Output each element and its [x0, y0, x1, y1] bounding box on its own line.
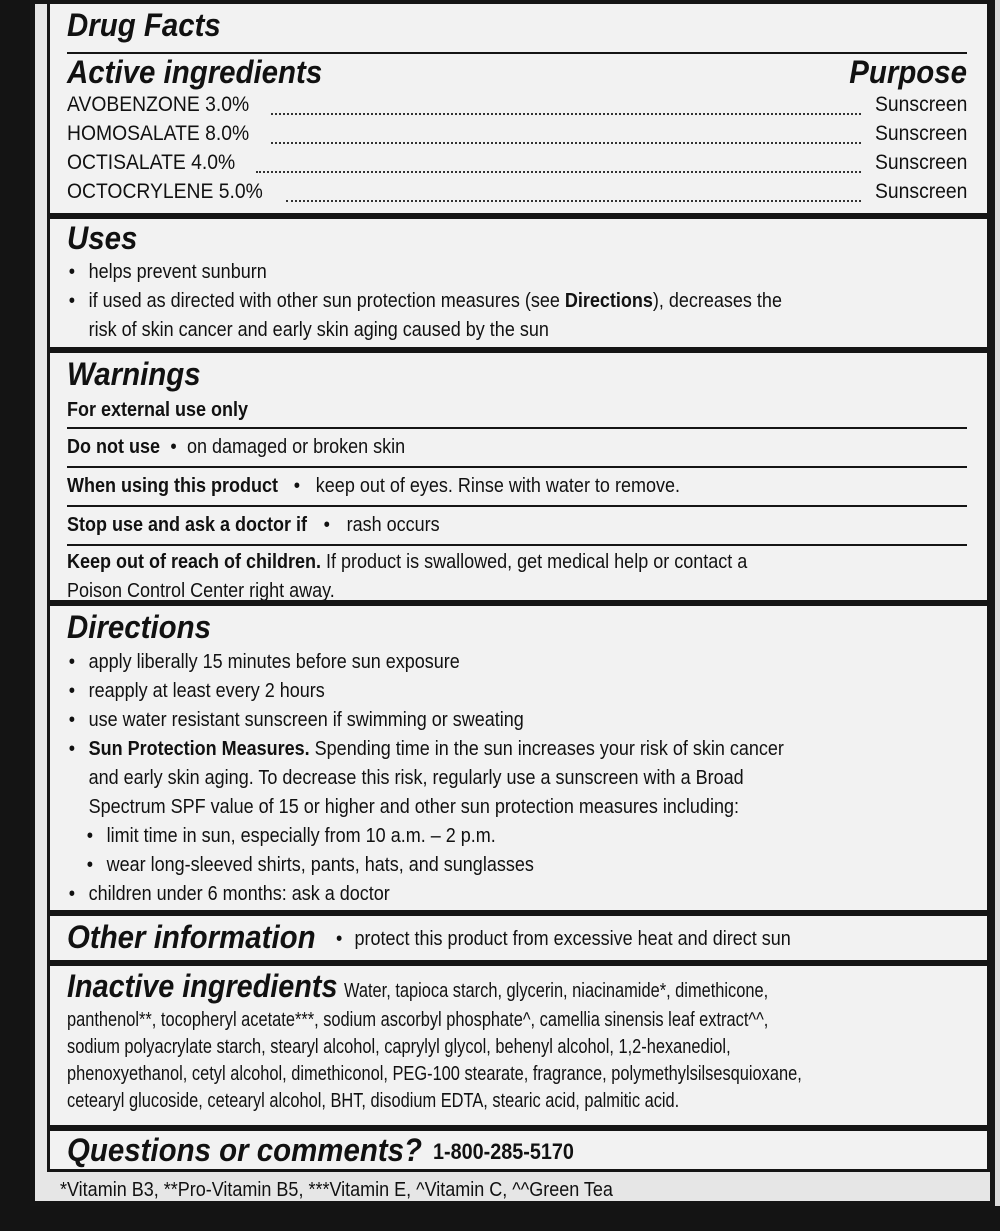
purpose-header: Purpose — [849, 54, 967, 90]
ingredient-purpose: Sunscreen — [874, 93, 967, 116]
ingredient-name: OCTOCRYLENE 5.0% — [67, 180, 263, 203]
inactive-ingredients-text: phenoxyethanol, cetyl alcohol, dimethiconol, PEG-100 stearate, fragrance, polymethylsilsesquioxane, — [67, 1063, 802, 1085]
ingredient-list — [67, 90, 967, 206]
bullet-icon: • — [86, 854, 94, 876]
directions-title: Directions — [67, 609, 211, 645]
ingredient-row — [67, 119, 967, 148]
directions-item-continued: Spectrum SPF value of 15 or higher and other sun protection measures including: — [88, 796, 739, 818]
ingredient-row — [67, 90, 967, 119]
ingredient-row — [67, 177, 967, 206]
leader-dots — [256, 159, 861, 173]
leader-dots — [271, 101, 861, 115]
uses-title: Uses — [67, 220, 138, 256]
ingredient-name: AVOBENZONE 3.0% — [67, 93, 250, 116]
directions-reference: Directions — [564, 290, 653, 312]
uses-item: • if used as directed with other sun protection measures (see Directions), decreases the — [67, 287, 877, 316]
bullet-icon: • — [68, 261, 76, 283]
uses-item-continued: risk of skin cancer and early skin aging caused by the sun — [88, 319, 549, 341]
drug-facts-title: Drug Facts — [67, 7, 221, 43]
bullet-icon: • — [293, 475, 301, 497]
uses-section — [47, 216, 990, 350]
bullet-icon: • — [68, 709, 76, 731]
bullet-icon: • — [68, 651, 76, 673]
when-using-row: When using this product • keep out of eyes. Rinse with water to remove. — [67, 466, 967, 505]
directions-item: • children under 6 months: ask a doctor — [67, 880, 877, 909]
vitamin-footnote: *Vitamin B3, **Pro-Vitamin B5, ***Vitamin E, ^Vitamin C, ^^Green Tea — [60, 1179, 613, 1201]
bottom-frame-edge — [0, 1206, 1000, 1231]
warnings-title: Warnings — [67, 356, 201, 392]
bullet-icon: • — [323, 514, 330, 536]
inactive-ingredients-title: Inactive ingredients — [67, 968, 338, 1004]
ingredient-name: HOMOSALATE 8.0% — [67, 122, 250, 145]
active-ingredients-section — [47, 4, 990, 216]
phone-number: 1-800-285-5170 — [432, 1139, 574, 1164]
drug-facts-panel — [30, 0, 995, 1206]
questions-section — [47, 1128, 990, 1172]
bullet-icon: • — [86, 825, 94, 847]
bullet-icon: • — [68, 738, 76, 760]
bullet-icon: • — [68, 290, 76, 312]
inactive-ingredients-section — [47, 963, 990, 1128]
external-use-line: For external use only — [67, 399, 249, 421]
other-information-text: protect this product from excessive heat and direct sun — [354, 928, 791, 950]
ingredient-purpose: Sunscreen — [874, 180, 967, 203]
ingredient-purpose: Sunscreen — [874, 122, 967, 145]
directions-section — [47, 603, 990, 913]
directions-item: • Sun Protection Measures. Spending time in the sun increases your risk of skin cancer — [67, 735, 877, 764]
do-not-use-row: Do not use • on damaged or broken skin — [67, 427, 967, 466]
directions-sub-item: • wear long-sleeved shirts, pants, hats, and sunglasses — [67, 851, 877, 880]
ingredient-name: OCTISALATE 4.0% — [67, 151, 236, 174]
other-information-section — [47, 913, 990, 963]
inactive-ingredients-text: sodium polyacrylate starch, stearyl alcohol, caprylyl glycol, behenyl alcohol, 1,2-hexanediol, — [67, 1036, 731, 1058]
bullet-icon: • — [68, 680, 76, 702]
warnings-section — [47, 350, 990, 603]
bullet-icon: • — [335, 928, 342, 950]
uses-item: • helps prevent sunburn — [67, 258, 877, 287]
left-frame-edge — [0, 0, 30, 1231]
directions-item-continued: and early skin aging. To decrease this risk, regularly use a sunscreen with a Broad — [88, 767, 744, 789]
directions-item: • apply liberally 15 minutes before sun exposure — [67, 648, 877, 677]
inactive-ingredients-text: cetearyl glucoside, cetearyl alcohol, BHT, disodium EDTA, stearic acid, palmitic acid. — [67, 1090, 680, 1112]
ingredient-purpose: Sunscreen — [874, 151, 967, 174]
questions-title: Questions or comments? — [67, 1132, 422, 1168]
directions-item: • use water resistant sunscreen if swimming or sweating — [67, 706, 877, 735]
ingredient-row — [67, 148, 967, 177]
bullet-icon: • — [68, 883, 76, 905]
directions-sub-item: • limit time in sun, especially from 10 a.m. – 2 p.m. — [67, 822, 877, 851]
active-header-row — [67, 54, 967, 90]
inactive-ingredients-text: panthenol**, tocopheryl acetate***, sodium ascorbyl phosphate^, camellia sinensis leaf extract^^, — [67, 1009, 769, 1031]
leader-dots — [271, 130, 861, 144]
other-information-title: Other information — [67, 919, 316, 955]
active-ingredients-header: Active ingredients — [67, 54, 323, 90]
directions-item: • reapply at least every 2 hours — [67, 677, 877, 706]
bullet-icon: • — [170, 436, 177, 458]
leader-dots — [286, 188, 861, 202]
stop-use-row: Stop use and ask a doctor if • rash occurs — [67, 505, 967, 544]
keep-out-row: Keep out of reach of children. If product is swallowed, get medical help or contact a Poison Control Center right away. — [67, 544, 967, 603]
inactive-ingredients-text: Water, tapioca starch, glycerin, niacinamide*, dimethicone, — [343, 980, 768, 1002]
